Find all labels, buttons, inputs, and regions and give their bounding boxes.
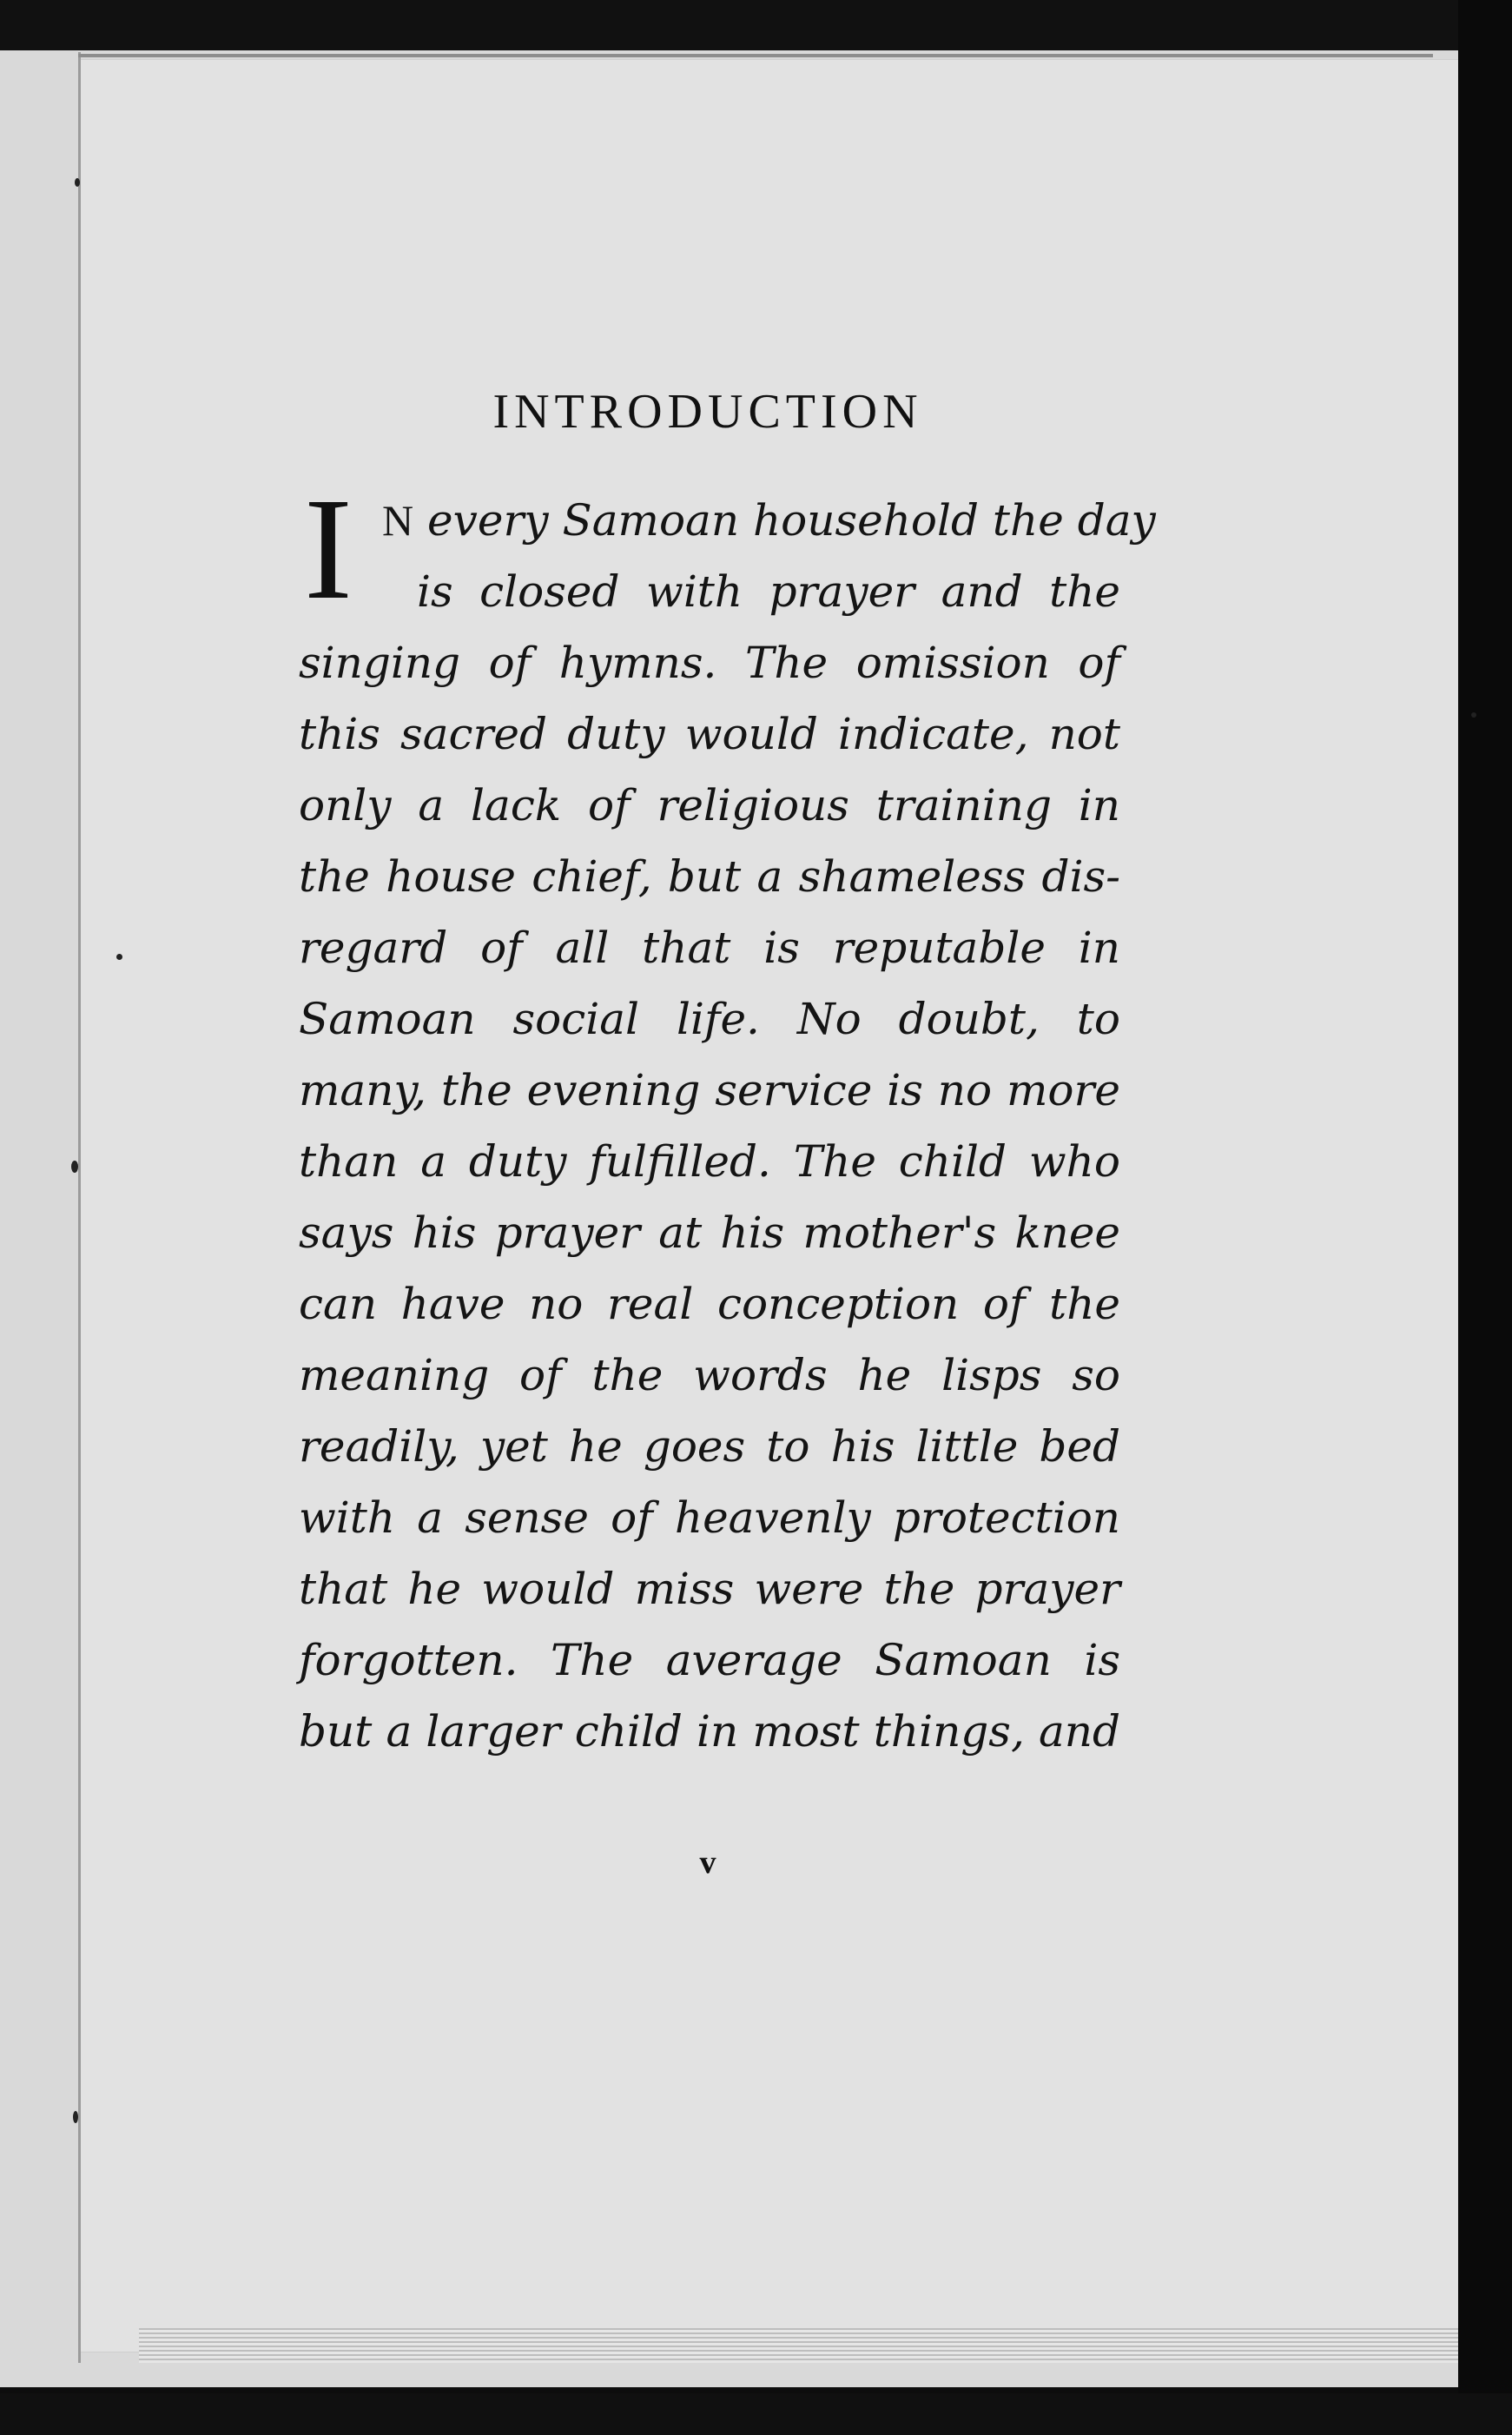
body-text <box>299 627 1120 1767</box>
text-line-1 <box>382 485 1156 556</box>
text-line: singing of hymns. The omission of <box>299 638 1120 688</box>
small-caps-letter: N <box>382 496 414 545</box>
text-line: says his prayer at his mother's knee <box>299 1208 1120 1258</box>
page-title: INTRODUCTION <box>492 385 923 439</box>
page-number: v <box>699 1844 716 1881</box>
text-line: Samoan social life. No doubt, to <box>299 994 1120 1044</box>
text-line: but a larger child in most things, and <box>299 1706 1120 1757</box>
text-line: many, the evening service is no more <box>299 1065 1120 1115</box>
text-line: forgotten. The average Samoan is <box>299 1635 1120 1685</box>
drop-cap: I <box>304 468 353 630</box>
page-stack-edges <box>139 2328 1459 2363</box>
text-line-2: is closed with prayer and the <box>417 566 1120 617</box>
scan-border-bottom <box>0 2393 1512 2435</box>
first-line-text: every Samoan household the day <box>427 495 1156 546</box>
text-line: can have no real conception of the <box>299 1279 1120 1329</box>
text-line: than a duty fulfilled. The child who <box>299 1136 1120 1187</box>
text-line: only a lack of religious training in <box>299 780 1120 830</box>
text-line: readily, yet he goes to his little bed <box>299 1421 1120 1472</box>
text-line: that he would miss were the prayer <box>299 1564 1120 1614</box>
text-line: meaning of the words he lisps so <box>299 1350 1120 1400</box>
text-line: with a sense of heavenly protection <box>299 1492 1120 1543</box>
text-line: the house chief, but a shameless dis- <box>299 851 1120 902</box>
page-top-edge <box>78 54 1433 57</box>
scan-border-top <box>0 0 1512 54</box>
text-line: this sacred duty would indicate, not <box>299 709 1120 759</box>
scan-border-right <box>1458 0 1512 2435</box>
text-line: regard of all that is reputable in <box>299 923 1120 973</box>
